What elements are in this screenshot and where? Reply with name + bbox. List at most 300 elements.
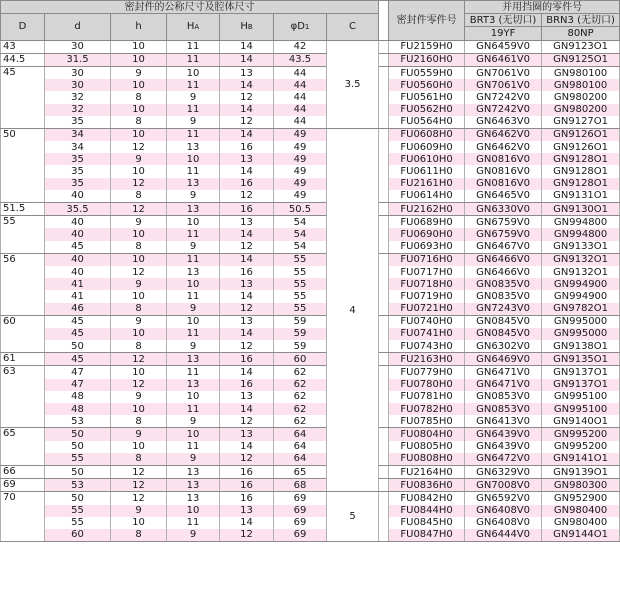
table-row: [1, 128, 620, 141]
cell-HA: 11: [167, 328, 220, 340]
cell-brn3: GN9128O1: [542, 153, 620, 165]
cell-h: 10: [111, 328, 167, 340]
cell-brn3: GN995100: [542, 403, 620, 415]
cell-d: 50: [45, 465, 111, 478]
cell-brn3: GN9137O1: [542, 379, 620, 391]
cell-d: 50: [45, 492, 111, 505]
cell-h: 8: [111, 116, 167, 129]
cell-brt3: GN0816V0: [465, 178, 542, 190]
table-row: [1, 266, 620, 278]
cell-HA: 10: [167, 315, 220, 328]
cell-brn3: GN994800: [542, 216, 620, 229]
cell-seal-part: FU0609H0: [389, 141, 465, 153]
cell-brn3: GN9144O1: [542, 529, 620, 542]
cell-seal-part: FU0721H0: [389, 303, 465, 316]
table-row: [1, 315, 620, 328]
cell-D: 63: [1, 366, 45, 428]
cell-HB: 16: [220, 203, 274, 216]
header-seal-part: 密封件零件号: [389, 1, 465, 41]
cell-seal-part: FU0785H0: [389, 415, 465, 428]
header-brt3: BRT3 (无切口): [465, 14, 542, 27]
cell-phiD1: 55: [274, 290, 327, 302]
cell-HB: 13: [220, 428, 274, 441]
cell-brt3: GN6439V0: [465, 441, 542, 453]
cell-d: 40: [45, 190, 111, 203]
cell-HB: 14: [220, 403, 274, 415]
header-HB: HB: [220, 14, 274, 40]
cell-brn3: GN995200: [542, 428, 620, 441]
cell-seal-part: FU2159H0: [389, 40, 465, 53]
cell-seal-part: FU0561H0: [389, 91, 465, 103]
cell-phiD1: 54: [274, 228, 327, 240]
cell-HB: 14: [220, 290, 274, 302]
cell-HA: 11: [167, 366, 220, 379]
cell-phiD1: 44: [274, 104, 327, 116]
cell-brt3: GN6466V0: [465, 253, 542, 266]
cell-d: 46: [45, 303, 111, 316]
cell-seal-part: FU0782H0: [389, 403, 465, 415]
header-dimensions: 密封件的公称尺寸及腔体尺寸: [1, 1, 379, 14]
cell-d: 35: [45, 116, 111, 129]
table-row: [1, 479, 620, 492]
cell-seal-part: FU0845H0: [389, 517, 465, 529]
cell-seal-part: FU0562H0: [389, 104, 465, 116]
cell-h: 10: [111, 165, 167, 177]
cell-brt3: GN0816V0: [465, 153, 542, 165]
cell-brn3: GN9128O1: [542, 178, 620, 190]
cell-HB: 14: [220, 253, 274, 266]
cell-d: 41: [45, 290, 111, 302]
cell-HA: 11: [167, 79, 220, 91]
cell-HB: 12: [220, 190, 274, 203]
cell-d: 30: [45, 66, 111, 79]
cell-phiD1: 64: [274, 428, 327, 441]
cell-phiD1: 49: [274, 141, 327, 153]
cell-brt3: GN6469V0: [465, 353, 542, 366]
cell-phiD1: 62: [274, 379, 327, 391]
cell-seal-part: FU0560H0: [389, 79, 465, 91]
cell-phiD1: 55: [274, 253, 327, 266]
table-row: [1, 228, 620, 240]
cell-brt3: GN6408V0: [465, 505, 542, 517]
cell-HB: 12: [220, 453, 274, 466]
cell-HB: 14: [220, 228, 274, 240]
cell-phiD1: 49: [274, 128, 327, 141]
cell-HB: 12: [220, 116, 274, 129]
cell-h: 9: [111, 216, 167, 229]
table-row: [1, 216, 620, 229]
cell-brt3: GN0816V0: [465, 165, 542, 177]
cell-HB: 14: [220, 53, 274, 66]
cell-h: 10: [111, 290, 167, 302]
cell-HB: 14: [220, 441, 274, 453]
table-row: [1, 303, 620, 316]
cell-seal-part: FU2160H0: [389, 53, 465, 66]
cell-phiD1: 44: [274, 66, 327, 79]
cell-HB: 12: [220, 303, 274, 316]
header-backup-ring: 并用挡圈的零件号: [465, 1, 620, 14]
cell-C: 3.5: [327, 40, 379, 128]
cell-HB: 12: [220, 529, 274, 542]
cell-D: 55: [1, 216, 45, 254]
cell-seal-part: FU0779H0: [389, 366, 465, 379]
cell-seal-part: FU0808H0: [389, 453, 465, 466]
cell-seal-part: FU0717H0: [389, 266, 465, 278]
cell-h: 10: [111, 104, 167, 116]
table-row: [1, 366, 620, 379]
cell-D: 66: [1, 465, 45, 478]
cell-brn3: GN9128O1: [542, 165, 620, 177]
table-row: [1, 340, 620, 353]
cell-HB: 13: [220, 315, 274, 328]
cell-seal-part: FU2163H0: [389, 353, 465, 366]
cell-brt3: GN7242V0: [465, 91, 542, 103]
table-row: [1, 379, 620, 391]
cell-brt3: GN6413V0: [465, 415, 542, 428]
cell-phiD1: 44: [274, 79, 327, 91]
cell-HA: 13: [167, 353, 220, 366]
cell-brn3: GN995100: [542, 391, 620, 403]
cell-brt3: GN6471V0: [465, 366, 542, 379]
table-row: [1, 104, 620, 116]
table-row: [1, 328, 620, 340]
table-row: [1, 40, 620, 53]
cell-phiD1: 44: [274, 116, 327, 129]
cell-seal-part: FU0718H0: [389, 278, 465, 290]
cell-D: 50: [1, 128, 45, 202]
cell-h: 10: [111, 253, 167, 266]
cell-h: 10: [111, 366, 167, 379]
cell-d: 30: [45, 79, 111, 91]
cell-h: 9: [111, 315, 167, 328]
cell-h: 10: [111, 40, 167, 53]
cell-brn3: GN9132O1: [542, 266, 620, 278]
cell-HA: 13: [167, 266, 220, 278]
cell-HB: 13: [220, 153, 274, 165]
cell-HA: 13: [167, 203, 220, 216]
cell-d: 40: [45, 216, 111, 229]
table-row: [1, 53, 620, 66]
cell-h: 10: [111, 79, 167, 91]
cell-seal-part: FU0559H0: [389, 66, 465, 79]
cell-brn3: GN9127O1: [542, 116, 620, 129]
table-row: [1, 441, 620, 453]
cell-brt3: GN0853V0: [465, 403, 542, 415]
cell-h: 12: [111, 141, 167, 153]
cell-HB: 16: [220, 353, 274, 366]
cell-phiD1: 59: [274, 340, 327, 353]
cell-phiD1: 44: [274, 91, 327, 103]
cell-brt3: GN0845V0: [465, 315, 542, 328]
cell-D: 60: [1, 315, 45, 353]
header-phiD1: φD1: [274, 14, 327, 40]
cell-d: 35: [45, 178, 111, 190]
cell-brt3: GN6462V0: [465, 128, 542, 141]
cell-HB: 13: [220, 278, 274, 290]
cell-d: 50: [45, 340, 111, 353]
cell-h: 8: [111, 453, 167, 466]
cell-brn3: GN9141O1: [542, 453, 620, 466]
cell-brt3: GN6463V0: [465, 116, 542, 129]
cell-phiD1: 59: [274, 328, 327, 340]
cell-seal-part: FU0608H0: [389, 128, 465, 141]
cell-d: 41: [45, 278, 111, 290]
cell-D: 44.5: [1, 53, 45, 66]
cell-d: 55: [45, 505, 111, 517]
cell-brn3: GN994900: [542, 278, 620, 290]
cell-h: 10: [111, 403, 167, 415]
cell-HB: 12: [220, 340, 274, 353]
cell-HB: 14: [220, 79, 274, 91]
cell-d: 48: [45, 403, 111, 415]
cell-HA: 13: [167, 379, 220, 391]
table-row: [1, 353, 620, 366]
cell-phiD1: 54: [274, 241, 327, 254]
header-D: D: [1, 14, 45, 40]
cell-d: 34: [45, 128, 111, 141]
cell-phiD1: 69: [274, 505, 327, 517]
cell-brn3: GN994900: [542, 290, 620, 302]
cell-h: 8: [111, 241, 167, 254]
cell-h: 9: [111, 153, 167, 165]
cell-seal-part: FU0805H0: [389, 441, 465, 453]
cell-seal-part: FU0847H0: [389, 529, 465, 542]
cell-brn3: GN9130O1: [542, 203, 620, 216]
cell-HA: 10: [167, 66, 220, 79]
cell-d: 32: [45, 91, 111, 103]
cell-d: 40: [45, 253, 111, 266]
cell-HB: 13: [220, 216, 274, 229]
cell-HA: 11: [167, 253, 220, 266]
cell-brt3: GN0853V0: [465, 391, 542, 403]
table-row: [1, 505, 620, 517]
cell-brn3: GN995000: [542, 315, 620, 328]
cell-seal-part: FU0716H0: [389, 253, 465, 266]
table-row: [1, 91, 620, 103]
cell-phiD1: 60: [274, 353, 327, 366]
cell-HA: 11: [167, 40, 220, 53]
cell-seal-part: FU0693H0: [389, 241, 465, 254]
cell-brt3: GN6439V0: [465, 428, 542, 441]
cell-brn3: GN9135O1: [542, 353, 620, 366]
header-h: h: [111, 14, 167, 40]
cell-HA: 9: [167, 241, 220, 254]
cell-brt3: GN6759V0: [465, 216, 542, 229]
cell-brn3: GN952900: [542, 492, 620, 505]
cell-HA: 13: [167, 178, 220, 190]
cell-d: 55: [45, 453, 111, 466]
cell-brn3: GN9133O1: [542, 241, 620, 254]
cell-HB: 14: [220, 366, 274, 379]
table-row: [1, 141, 620, 153]
cell-brt3: GN7061V0: [465, 66, 542, 79]
header-HA: HA: [167, 14, 220, 40]
cell-phiD1: 49: [274, 178, 327, 190]
cell-brt3: GN6462V0: [465, 141, 542, 153]
cell-d: 35.5: [45, 203, 111, 216]
table-row: [1, 241, 620, 254]
cell-brt3: GN7008V0: [465, 479, 542, 492]
cell-HA: 13: [167, 492, 220, 505]
cell-d: 45: [45, 241, 111, 254]
cell-HA: 11: [167, 128, 220, 141]
cell-HB: 13: [220, 391, 274, 403]
cell-h: 8: [111, 415, 167, 428]
cell-HB: 12: [220, 241, 274, 254]
header-C: C: [327, 14, 379, 40]
cell-d: 55: [45, 517, 111, 529]
cell-seal-part: FU0781H0: [389, 391, 465, 403]
cell-brt3: GN6759V0: [465, 228, 542, 240]
cell-h: 12: [111, 479, 167, 492]
cell-brt3: GN6444V0: [465, 529, 542, 542]
cell-HB: 16: [220, 492, 274, 505]
cell-h: 9: [111, 428, 167, 441]
cell-D: 45: [1, 66, 45, 128]
cell-seal-part: FU0689H0: [389, 216, 465, 229]
cell-brt3: GN6329V0: [465, 465, 542, 478]
cell-brt3: GN7243V0: [465, 303, 542, 316]
table-row: [1, 253, 620, 266]
cell-HA: 11: [167, 228, 220, 240]
cell-HA: 11: [167, 165, 220, 177]
cell-HB: 16: [220, 479, 274, 492]
table-row: [1, 465, 620, 478]
cell-h: 9: [111, 278, 167, 290]
cell-HA: 9: [167, 415, 220, 428]
cell-brt3: GN6302V0: [465, 340, 542, 353]
cell-seal-part: FU2162H0: [389, 203, 465, 216]
cell-d: 30: [45, 40, 111, 53]
cell-HA: 10: [167, 391, 220, 403]
cell-HA: 11: [167, 441, 220, 453]
cell-phiD1: 49: [274, 190, 327, 203]
cell-d: 40: [45, 266, 111, 278]
cell-phiD1: 50.5: [274, 203, 327, 216]
cell-h: 10: [111, 53, 167, 66]
cell-HA: 10: [167, 278, 220, 290]
cell-HA: 13: [167, 141, 220, 153]
table-row: [1, 517, 620, 529]
header-brn3: BRN3 (无切口): [542, 14, 620, 27]
header-d: d: [45, 14, 111, 40]
cell-seal-part: FU0743H0: [389, 340, 465, 353]
cell-h: 10: [111, 228, 167, 240]
table-row: [1, 403, 620, 415]
cell-brn3: GN9782O1: [542, 303, 620, 316]
cell-d: 47: [45, 379, 111, 391]
cell-seal-part: FU0804H0: [389, 428, 465, 441]
cell-HA: 9: [167, 453, 220, 466]
cell-HB: 14: [220, 40, 274, 53]
cell-brn3: GN9132O1: [542, 253, 620, 266]
cell-HA: 11: [167, 53, 220, 66]
cell-phiD1: 62: [274, 366, 327, 379]
cell-h: 12: [111, 203, 167, 216]
cell-d: 40: [45, 228, 111, 240]
cell-d: 47: [45, 366, 111, 379]
cell-brt3: GN7061V0: [465, 79, 542, 91]
cell-HB: 13: [220, 505, 274, 517]
cell-seal-part: FU0780H0: [389, 379, 465, 391]
cell-HA: 9: [167, 303, 220, 316]
cell-C: 4: [327, 128, 379, 491]
cell-brt3: GN0835V0: [465, 290, 542, 302]
table-row: [1, 290, 620, 302]
cell-HA: 11: [167, 517, 220, 529]
cell-h: 8: [111, 340, 167, 353]
cell-seal-part: FU0836H0: [389, 479, 465, 492]
table-row: [1, 178, 620, 190]
table-body: [1, 40, 620, 542]
cell-brn3: GN980100: [542, 66, 620, 79]
cell-phiD1: 55: [274, 303, 327, 316]
cell-phiD1: 49: [274, 165, 327, 177]
table-row: [1, 79, 620, 91]
cell-HA: 10: [167, 216, 220, 229]
cell-phiD1: 49: [274, 153, 327, 165]
cell-HA: 9: [167, 190, 220, 203]
cell-phiD1: 43.5: [274, 53, 327, 66]
table-row: [1, 203, 620, 216]
cell-phiD1: 62: [274, 403, 327, 415]
cell-h: 8: [111, 91, 167, 103]
cell-HB: 16: [220, 266, 274, 278]
cell-phiD1: 69: [274, 492, 327, 505]
cell-seal-part: FU0610H0: [389, 153, 465, 165]
cell-seal-part: FU0564H0: [389, 116, 465, 129]
cell-phiD1: 55: [274, 278, 327, 290]
table-row: [1, 165, 620, 177]
cell-h: 10: [111, 441, 167, 453]
cell-HA: 9: [167, 116, 220, 129]
table-row: [1, 391, 620, 403]
cell-brt3: GN6465V0: [465, 190, 542, 203]
cell-HA: 9: [167, 529, 220, 542]
cell-h: 12: [111, 266, 167, 278]
cell-phiD1: 62: [274, 415, 327, 428]
cell-seal-part: FU0741H0: [389, 328, 465, 340]
cell-seal-part: FU0842H0: [389, 492, 465, 505]
cell-brt3: GN6472V0: [465, 453, 542, 466]
cell-brt3: GN6466V0: [465, 266, 542, 278]
cell-brn3: GN9131O1: [542, 190, 620, 203]
cell-brn3: GN9137O1: [542, 366, 620, 379]
cell-D: 51.5: [1, 203, 45, 216]
cell-h: 12: [111, 465, 167, 478]
cell-HB: 12: [220, 91, 274, 103]
cell-brn3: GN9123O1: [542, 40, 620, 53]
cell-C: 5: [327, 492, 379, 542]
cell-HB: 14: [220, 128, 274, 141]
cell-h: 10: [111, 517, 167, 529]
cell-d: 48: [45, 391, 111, 403]
cell-seal-part: FU0740H0: [389, 315, 465, 328]
cell-d: 34: [45, 141, 111, 153]
cell-HB: 16: [220, 465, 274, 478]
table-row: [1, 116, 620, 129]
cell-h: 8: [111, 303, 167, 316]
cell-brt3: GN6592V0: [465, 492, 542, 505]
cell-brn3: GN995200: [542, 441, 620, 453]
header-code-80np: 80NP: [542, 27, 620, 40]
cell-phiD1: 65: [274, 465, 327, 478]
cell-brt3: GN6461V0: [465, 53, 542, 66]
cell-HB: 14: [220, 517, 274, 529]
cell-HB: 14: [220, 328, 274, 340]
table-row: [1, 190, 620, 203]
cell-HB: 12: [220, 415, 274, 428]
